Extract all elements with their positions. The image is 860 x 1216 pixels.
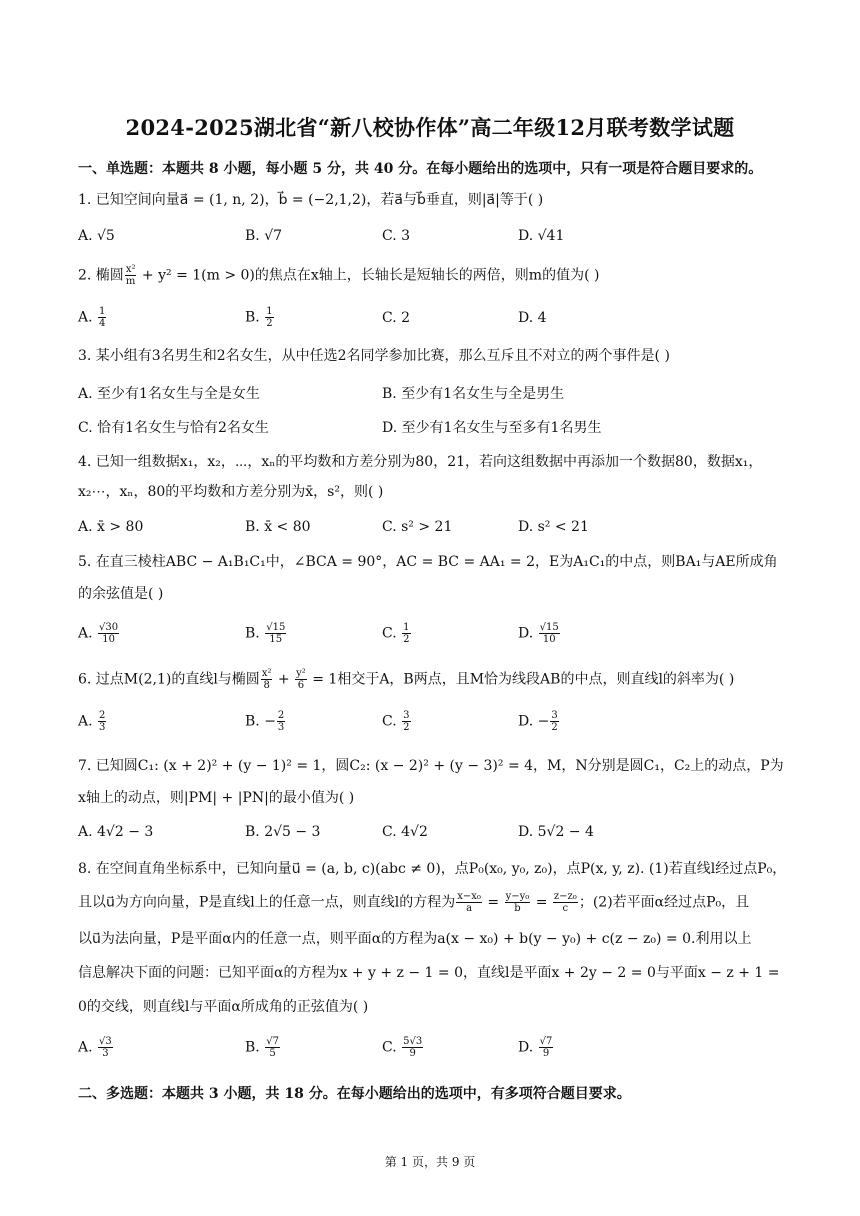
question-8-line-4: 信息解决下面的问题：已知平面α的方程为x + y + z − 1 = 0，直线l是平面x + 2y − 2 = 0与平面x − z + 1 = <box>78 965 780 981</box>
question-4-line-2: x₂⋯，xₙ，80的平均数和方差分别为x̄，s²，则( ) <box>78 484 384 500</box>
question-1-text: 1. 已知空间向量a⃗ = (1, n, 2)，b⃗ = (−2,1,2)，若a⃗与b⃗垂直，则|a⃗|等于( ) <box>78 192 544 208</box>
frac-num: √15 <box>266 622 286 633</box>
question-6-fraction-y <box>295 668 307 691</box>
option-fraction <box>277 710 285 733</box>
question-7-line-2: x轴上的动点，则|PM| + |PN|的最小值为( ) <box>78 790 355 806</box>
question-5-option-a <box>78 622 120 645</box>
question-3-option-c: C. 恰有1名女生与恰有2名女生 <box>78 420 269 436</box>
question-6-option-c <box>382 710 412 733</box>
question-5-line-2: 的余弦值是( ) <box>78 586 164 602</box>
option-label: D. <box>518 625 534 642</box>
question-6-option-a <box>78 710 107 733</box>
frac-den: a <box>466 903 473 914</box>
frac-den: 9 <box>409 1048 416 1059</box>
frac-num: √15 <box>539 622 559 633</box>
section-heading-multiple-choice: 二、多选题：本题共 3 小题，共 18 分。在每小题给出的选项中，有多项符合题目要求。 <box>78 1086 631 1102</box>
question-7-option-d: D. 5√2 − 4 <box>518 824 594 840</box>
option-fraction <box>550 710 558 733</box>
question-2-post: + y² = 1(m > 0)的焦点在x轴上，长轴长是短轴长的两倍，则m的值为( ) <box>137 267 600 284</box>
option-fraction <box>265 306 273 329</box>
frac-den: 2 <box>403 722 410 733</box>
frac-den: 10 <box>102 634 115 645</box>
question-6-option-b <box>245 710 286 733</box>
question-3-option-b: B. 至少有1名女生与全是男生 <box>382 386 565 402</box>
frac-num: √30 <box>99 622 119 633</box>
question-8-line-3: 以u⃗为法向量，P是平面α内的任意一点，则平面α的方程为a(x − x₀) + b(y − y₀) + c(z − z₀) = 0.利用以上 <box>78 931 752 947</box>
frac-den: 3 <box>99 722 106 733</box>
option-label: A. <box>78 309 93 326</box>
question-4-option-d: D. s² < 21 <box>518 519 589 535</box>
option-label: C. <box>382 1039 397 1056</box>
question-8-fraction-y <box>505 891 531 914</box>
frac-num: 3 <box>551 710 558 721</box>
question-5-option-b <box>245 622 287 645</box>
question-8-option-b <box>245 1036 281 1059</box>
question-2-text <box>78 264 782 287</box>
question-6-post: = 1相交于A，B两点，且M恰为线段AB的中点，则直线l的斜率为( ) <box>307 671 735 688</box>
question-3-text: 3. 某小组有3名男生和2名女生，从中任选2名同学参加比赛，那么互斥且不对立的两个事件是( ) <box>78 348 670 364</box>
option-label: D. <box>518 1039 534 1056</box>
option-label: B. <box>245 309 260 326</box>
question-5-option-d <box>518 622 561 645</box>
frac-den: 3 <box>102 1048 109 1059</box>
question-8-option-a <box>78 1036 114 1059</box>
question-4-option-a: A. x̄ > 80 <box>78 519 144 535</box>
frac-den: 10 <box>542 634 556 645</box>
question-6-text <box>78 668 782 691</box>
question-8-line-2-pre: 且以u⃗为方向向量，P是直线l上的任意一点，则直线l的方程为 <box>78 894 456 911</box>
frac-den: 15 <box>269 634 283 645</box>
option-fraction <box>98 622 119 645</box>
frac-den: 3 <box>277 722 285 733</box>
question-2-frac-den: m <box>125 276 136 287</box>
question-7-line-1: 7. 已知圆C₁: (x + 2)² + (y − 1)² = 1，圆C₂: (x − 2)² + (y − 3)² = 4，M，N分别是圆C₁，C₂上的动点，P为 <box>78 758 784 774</box>
question-3-option-a: A. 至少有1名女生与全是女生 <box>78 386 260 402</box>
frac-num: 1 <box>403 622 410 633</box>
frac-num: y−y₀ <box>505 891 530 902</box>
question-8-line-2-post: ；(2)若平面α经过点P₀，且 <box>578 894 750 911</box>
frac-den: 2 <box>266 318 273 329</box>
frac-num: 3 <box>403 710 410 721</box>
option-label: C. <box>382 625 397 642</box>
frac-den: 2 <box>403 634 410 645</box>
question-7-option-b: B. 2√5 − 3 <box>245 824 321 840</box>
question-2-fraction <box>125 264 137 287</box>
question-2-option-b <box>245 306 275 329</box>
page-title: 2024-2025湖北省“新八校协作体”高二年级12月联考数学试题 <box>125 115 735 140</box>
frac-num: 1 <box>266 306 273 317</box>
question-4-option-b: B. x̄ < 80 <box>245 519 311 535</box>
option-label: A. <box>78 625 93 642</box>
question-3-option-d: D. 至少有1名女生与至多有1名男生 <box>382 420 602 436</box>
frac-num: x−x₀ <box>457 891 481 902</box>
question-6-pre: 6. 过点M(2,1)的直线l与椭圆 <box>78 671 260 688</box>
question-7-option-c: C. 4√2 <box>382 824 428 840</box>
frac-num: 1 <box>99 306 106 317</box>
frac-num: y² <box>296 668 306 679</box>
frac-den: 5 <box>269 1048 276 1059</box>
frac-num: 5√3 <box>403 1036 423 1047</box>
question-4-line-1: 4. 已知一组数据x₁，x₂，⋯，xₙ的平均数和方差分别为80，21，若向这组数据中再添加一个数据80，数据x₁， <box>78 454 763 470</box>
question-5-option-c <box>382 622 412 645</box>
option-label: A. <box>78 713 93 730</box>
option-fraction <box>402 710 410 733</box>
frac-den: 6 <box>297 680 305 691</box>
question-2-option-c: C. 2 <box>382 310 411 326</box>
question-5-line-1: 5. 在直三棱柱ABC − A₁B₁C₁中，∠BCA = 90°，AC = BC = AA₁ = 2，E为A₁C₁的中点，则BA₁与AE所成角 <box>78 554 778 570</box>
frac-den: c <box>562 903 569 914</box>
question-6-plus: + <box>273 671 295 688</box>
question-8-line-5: 0的交线，则直线l与平面α所成角的正弦值为( ) <box>78 999 369 1015</box>
option-fraction <box>98 710 106 733</box>
equals-sign: = <box>482 894 504 911</box>
frac-num: √7 <box>266 1036 279 1047</box>
option-fraction <box>539 622 560 645</box>
option-fraction <box>265 1036 280 1059</box>
equals-sign: = <box>531 894 552 911</box>
option-label: B. − <box>245 713 276 730</box>
question-2-option-a <box>78 306 107 329</box>
frac-num: √7 <box>539 1036 553 1047</box>
frac-num: x² <box>261 668 272 679</box>
question-1-option-a: A. √5 <box>78 228 115 244</box>
option-label: B. <box>245 625 260 642</box>
question-2-option-d: D. 4 <box>518 310 547 326</box>
question-2-frac-num: x² <box>125 264 136 275</box>
option-fraction <box>539 1036 554 1059</box>
question-2-pre: 2. 椭圆 <box>78 267 124 284</box>
option-label: D. − <box>518 713 550 730</box>
option-label: B. <box>245 1039 260 1056</box>
option-label: A. <box>78 1039 93 1056</box>
question-7-option-a: A. 4√2 − 3 <box>78 824 154 840</box>
frac-num: z−z₀ <box>553 891 577 902</box>
question-1-option-b: B. √7 <box>245 228 283 244</box>
frac-num: 2 <box>277 710 285 721</box>
question-6-fraction-x <box>261 668 273 691</box>
question-8-line-1: 8. 在空间直角坐标系中，已知向量u⃗ = (a, b, c)(abc ≠ 0)，点P₀(x₀, y₀, z₀)，点P(x, y, z). (1)若直线l经过点P₀， <box>78 861 787 877</box>
frac-num: 2 <box>99 710 106 721</box>
frac-num: √3 <box>99 1036 112 1047</box>
question-4-option-c: C. s² > 21 <box>382 519 453 535</box>
option-fraction <box>98 306 106 329</box>
frac-den: 2 <box>551 722 558 733</box>
frac-den: 8 <box>263 680 270 691</box>
frac-den: 4 <box>99 318 106 329</box>
page-footer: 第 1 页，共 9 页 <box>384 1155 476 1169</box>
section-heading-single-choice: 一、单选题：本题共 8 小题，每小题 5 分，共 40 分。在每小题给出的选项中，只有一项是符合题目要求的。 <box>78 161 763 177</box>
question-8-line-2 <box>78 891 782 914</box>
question-1-option-c: C. 3 <box>382 228 411 244</box>
option-fraction <box>98 1036 113 1059</box>
question-1-option-d: D. √41 <box>518 228 565 244</box>
option-fraction <box>265 622 286 645</box>
option-fraction <box>402 622 410 645</box>
question-8-option-c <box>382 1036 424 1059</box>
question-8-option-d <box>518 1036 554 1059</box>
question-8-fraction-x <box>456 891 482 914</box>
question-8-fraction-z <box>553 891 578 914</box>
option-label: C. <box>382 713 397 730</box>
option-fraction <box>402 1036 423 1059</box>
frac-den: b <box>514 903 521 914</box>
frac-den: 9 <box>542 1048 550 1059</box>
question-6-option-d <box>518 710 560 733</box>
